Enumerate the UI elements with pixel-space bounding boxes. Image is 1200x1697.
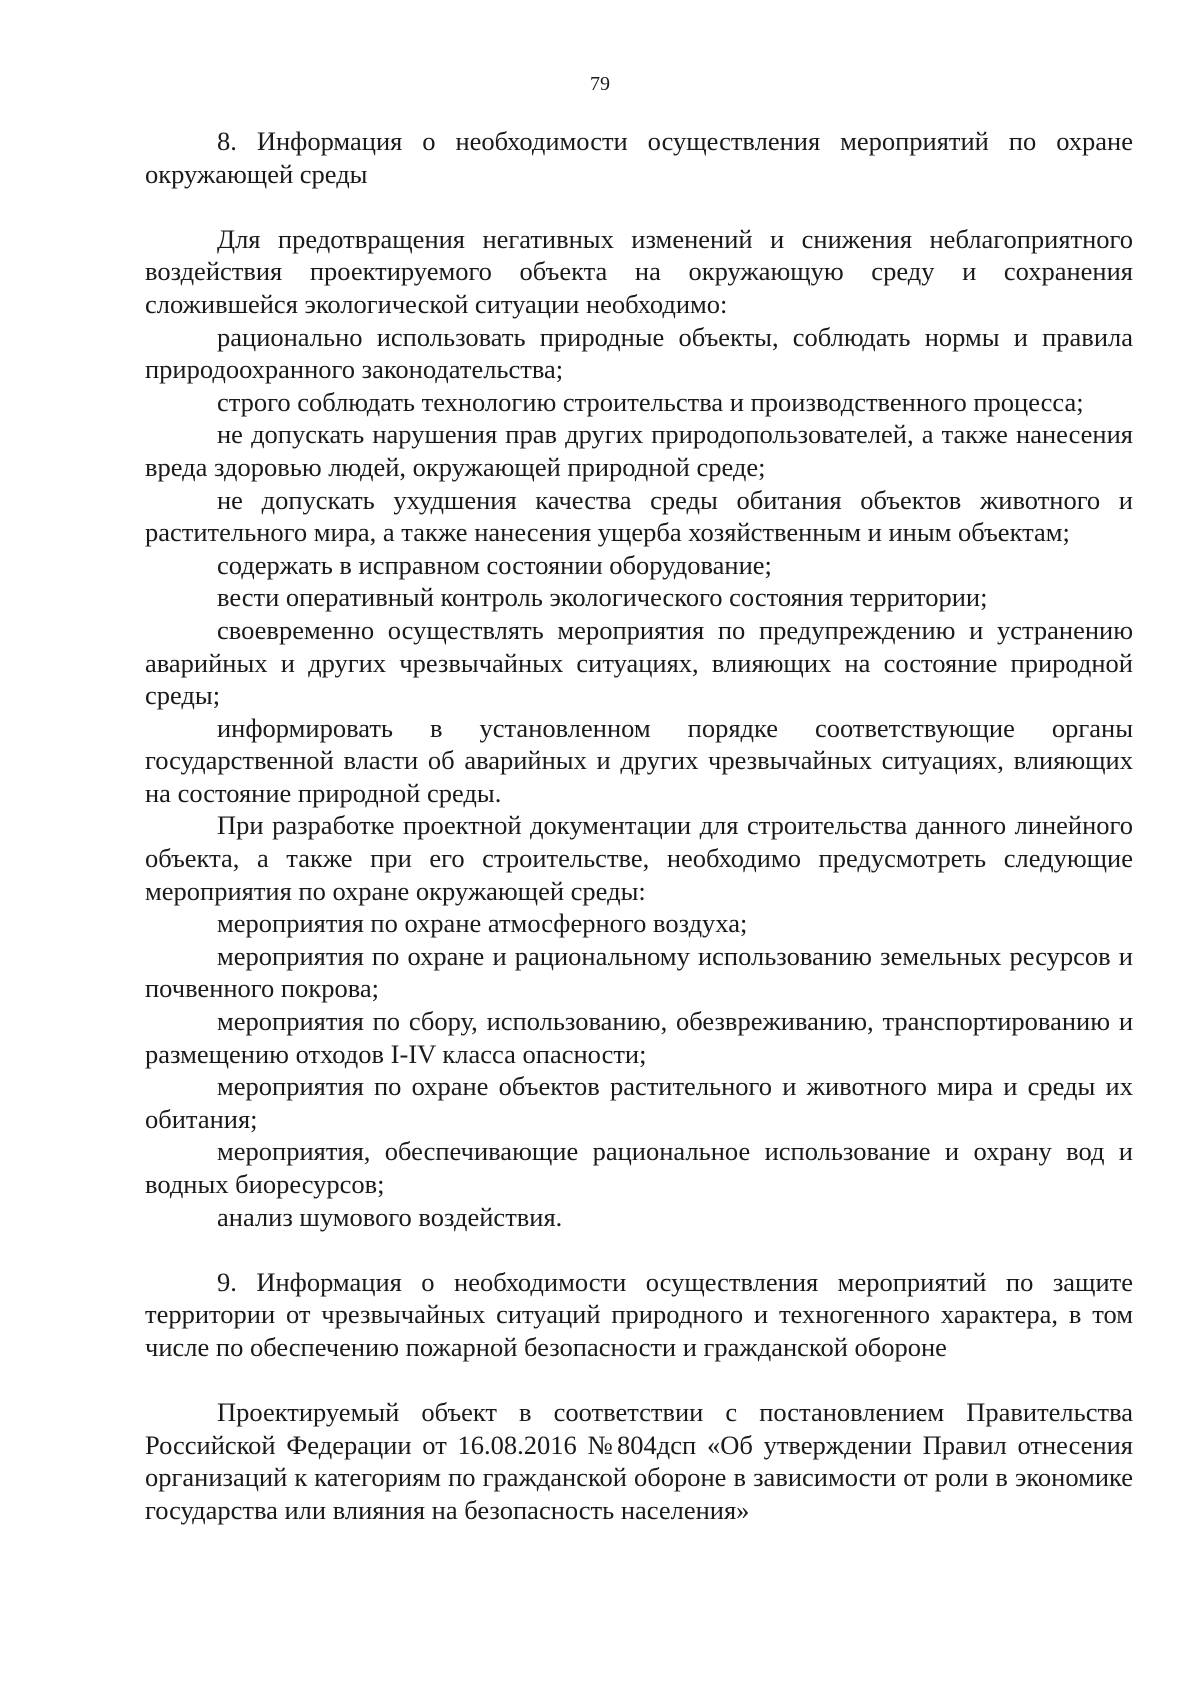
- section-9-heading: 9. Информация о необходимости осуществления мероприятий по защите территории от чрезвычайных ситуаций природного и техногенного характера, в том числе по обеспечению пожарной безопасности и гражданской обороне: [145, 1266, 1133, 1362]
- measure-item: мероприятия по сбору, использованию, обезвреживанию, транспортированию и размещению отходов I-IV класса опасности;: [145, 1006, 1133, 1069]
- measures-intro: При разработке проектной документации для строительства данного линейного объекта, а также при его строительстве, необходимо предусмотреть следующие мероприятия по охране окружающей среды:: [145, 810, 1133, 906]
- page-content: [145, 125, 1133, 1527]
- measure-item: мероприятия, обеспечивающие рациональное использование и охрану вод и водных биоресурсов;: [145, 1136, 1133, 1199]
- requirement-item: содержать в исправном состоянии оборудование;: [217, 549, 772, 580]
- section-8-heading: 8. Информация о необходимости осуществления мероприятий по охране окружающей среды: [145, 126, 1133, 189]
- requirement-item: информировать в установленном порядке соответствующие органы государственной власти об аварийных и других чрезвычайных ситуациях, влияющих на состояние природной среды.: [145, 712, 1133, 808]
- blank-line: [145, 1364, 1133, 1397]
- requirement-item: своевременно осуществлять мероприятия по предупреждению и устранению аварийных и других чрезвычайных ситуациях, влияющих на состояние природной среды;: [145, 614, 1133, 711]
- blank-line: [145, 190, 1133, 223]
- requirement-item: строго соблюдать технологию строительства и производственного процесса;: [217, 386, 1084, 417]
- page-number: 79: [590, 73, 610, 95]
- requirement-item: не допускать ухудшения качества среды обитания объектов животного и растительного мира, а также нанесения ущерба хозяйственным и иным объектам;: [145, 484, 1133, 548]
- measure-item: мероприятия по охране объектов растительного и животного мира и среды их обитания;: [145, 1071, 1133, 1134]
- requirement-item: не допускать нарушения прав других природопользователей, а также нанесения вреда здоровью людей, окружающей природной среде;: [145, 419, 1133, 482]
- section-8-intro: Для предотвращения негативных изменений и снижения неблагоприятного воздействия проектируемого объекта на окружающую среду и сохранения сложившейся экологической ситуации необходимо:: [145, 223, 1133, 319]
- requirement-item: рационально использовать природные объекты, соблюдать нормы и правила природоохранного законодательства;: [145, 321, 1133, 385]
- measure-item: мероприятия по охране атмосферного воздуха;: [217, 908, 748, 939]
- measure-item: анализ шумового воздействия.: [217, 1201, 563, 1232]
- section-9-paragraph: Проектируемый объект в соответствии с постановлением Правительства Российской Федерации от 16.08.2016 №804дсп «Об утверждении Правил отнесения организаций к категориям по гражданской обороне в зависимости от роли в экономике государства или влияния на безопасность населения»: [145, 1397, 1133, 1525]
- requirement-item: вести оперативный контроль экологического состояния территории;: [217, 582, 988, 613]
- blank-line: [145, 1233, 1133, 1266]
- measure-item: мероприятия по охране и рациональному использованию земельных ресурсов и почвенного покрова;: [145, 940, 1133, 1004]
